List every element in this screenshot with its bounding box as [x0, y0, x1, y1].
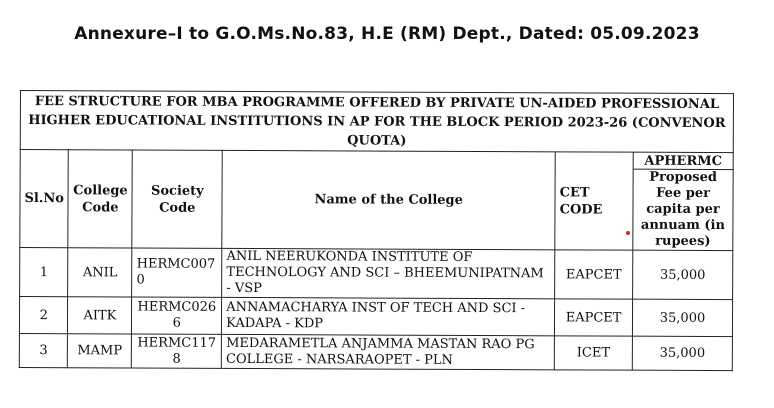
- header-college-code: College Code: [68, 150, 132, 248]
- header-sl-no: Sl.No: [20, 150, 69, 248]
- header-proposed-fee: Proposed Fee per capita per annuam (in rupees): [633, 169, 733, 250]
- fee-cell: 35,000: [632, 336, 732, 370]
- sl-no-cell: 1: [20, 248, 69, 297]
- header-college-name: Name of the College: [222, 150, 555, 249]
- sl-no-cell: 3: [19, 333, 68, 367]
- header-society-code: Society Code: [132, 150, 222, 248]
- college-name-cell: MEDARAMETLA ANJAMMA MASTAN RAO PG COLLEGE - NARSARAOPET - PLN: [222, 334, 555, 369]
- college-code-cell: ANIL: [68, 248, 132, 297]
- society-code-cell: HERMC0070: [132, 248, 222, 297]
- header-cet-code: CET CODE: [555, 152, 633, 250]
- sl-no-cell: 2: [19, 297, 68, 334]
- college-code-cell: AITK: [68, 297, 132, 334]
- cet-code-cell: EAPCET: [555, 250, 633, 299]
- table-row: [20, 248, 733, 300]
- table-row: [19, 333, 732, 370]
- cet-code-cell: ICET: [554, 336, 632, 370]
- red-mark-dot: [626, 231, 630, 235]
- fee-cell: 35,000: [633, 250, 733, 299]
- annexure-heading: Annexure–I to G.O.Ms.No.83, H.E (RM) Dept., Dated: 05.09.2023: [74, 24, 700, 44]
- table-title: FEE STRUCTURE FOR MBA PROGRAMME OFFERED BY PRIVATE UN-AIDED PROFESSIONAL HIGHER EDUCATIONAL INSTITUTIONS IN AP FOR THE BLOCK PERIOD 2023-26 (CONVENOR QUOTA): [20, 91, 733, 153]
- fee-cell: 35,000: [632, 299, 732, 336]
- college-name-cell: ANNAMACHARYA INST OF TECH AND SCI - KADAPA - KDP: [222, 297, 555, 335]
- society-code-cell: HERMC0266: [132, 297, 222, 334]
- table-row: [19, 297, 732, 337]
- college-code-cell: MAMP: [68, 334, 132, 368]
- header-authority: APHERMC: [633, 152, 733, 169]
- cet-code-cell: EAPCET: [555, 299, 633, 336]
- society-code-cell: HERMC1178: [132, 334, 222, 368]
- college-name-cell: ANIL NEERUKONDA INSTITUTE OF TECHNOLOGY AND SCI – BHEEMUNIPATNAM - VSP: [222, 248, 555, 298]
